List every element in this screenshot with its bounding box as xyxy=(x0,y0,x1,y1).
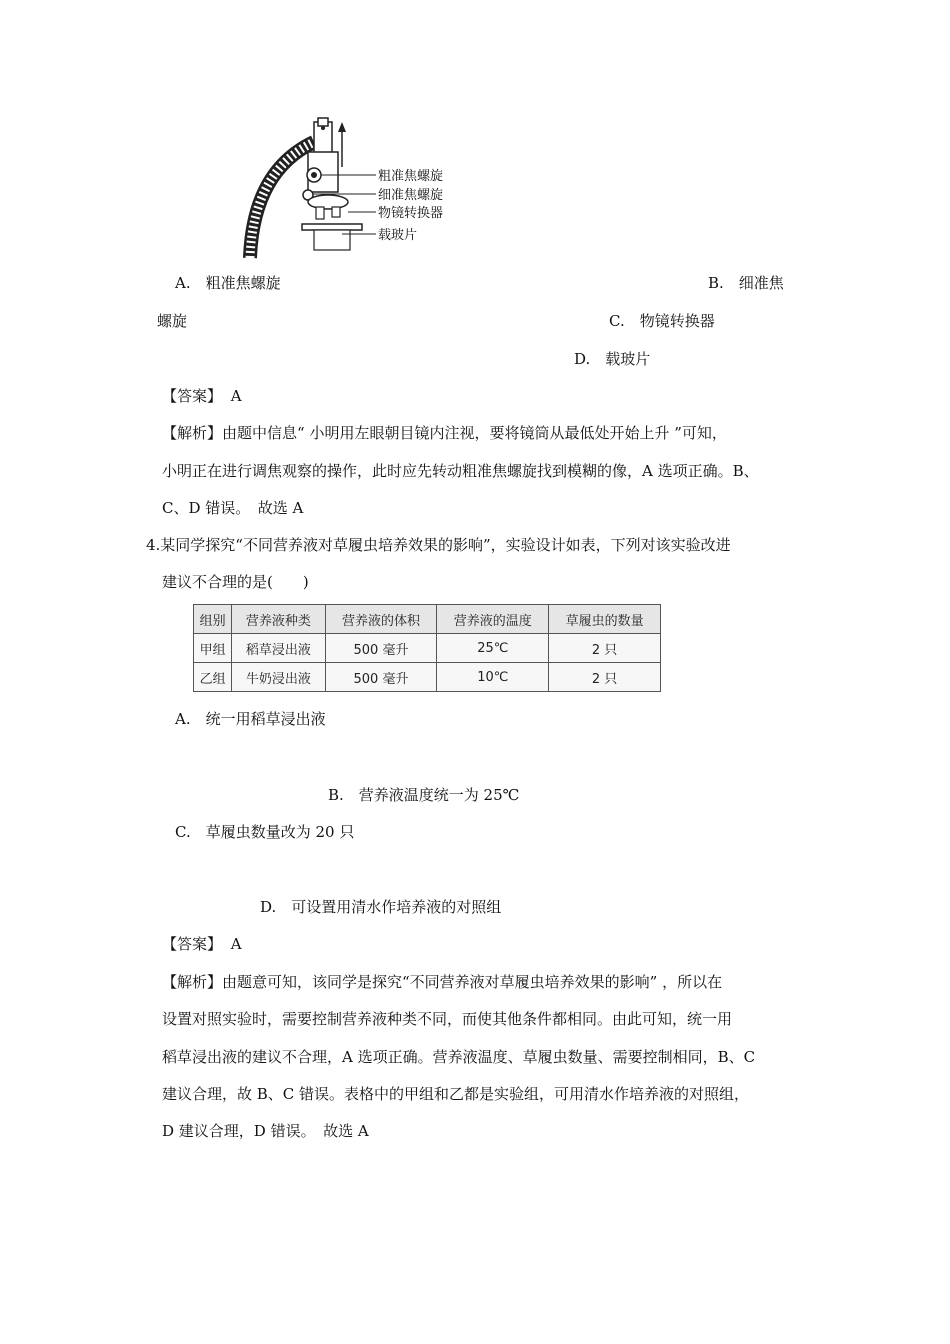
table-cell: 稻草浸出液 xyxy=(232,634,325,663)
q4-answer xyxy=(162,934,242,954)
q3-answer-tag: 【答案】 xyxy=(162,387,223,405)
experiment-table xyxy=(193,604,661,692)
table-row xyxy=(194,663,661,692)
q4-analysis-line-5: D 建议合理，D 错误。 故选 A xyxy=(162,1122,369,1140)
q4-option-a: A. 统一用稻草浸出液 xyxy=(175,710,326,728)
table-header: 草履虫的数量 xyxy=(549,605,661,634)
table-cell: 乙组 xyxy=(194,663,232,692)
q4-analysis-line-2: 设置对照实验时，需要控制营养液种类不同，而使其他条件都相同。由此可知，统一用 xyxy=(162,1010,733,1028)
q4-answer-tag: 【答案】 xyxy=(162,935,223,953)
label-slide: 载玻片 xyxy=(378,228,418,243)
q3-answer xyxy=(162,386,242,406)
table-cell: 2 只 xyxy=(549,634,661,663)
q3-analysis-line-1 xyxy=(162,423,727,443)
q4-analysis-line-4: 建议合理，故 B、C 错误。表格中的甲组和乙都是实验组，可用清水作培养液的对照组， xyxy=(162,1085,750,1103)
label-fine-focus: 细准焦螺旋 xyxy=(378,188,444,203)
table-header: 组别 xyxy=(194,605,232,634)
label-coarse-focus: 粗准焦螺旋 xyxy=(378,169,444,184)
table-cell: 10℃ xyxy=(437,663,549,692)
q4-analysis-text-1: 由题意可知，该同学是探究“不同营养液对草履虫培养效果的影响” ，所以在 xyxy=(222,973,723,991)
q4-stem-line-2: 建议不合理的是( ) xyxy=(162,573,309,591)
q3-analysis-text-1: 由题中信息“ 小明用左眼朝目镜内注视，要将镜筒从最低处开始上升 ”可知， xyxy=(222,424,727,442)
q4-stem-line-1: 4.某同学探究“不同营养液对草履虫培养效果的影响”，实验设计如表，下列对该实验改进 xyxy=(146,536,731,554)
q3-analysis-line-2: 小明正在进行调焦观察的操作，此时应先转动粗准焦螺旋找到模糊的像，A 选项正确。B、 xyxy=(162,462,759,480)
q3-option-a: A. 粗准焦螺旋 xyxy=(175,274,281,292)
q3-option-d: D. 载玻片 xyxy=(574,350,651,368)
q4-answer-value: A xyxy=(230,935,243,953)
label-nosepiece: 物镜转换器 xyxy=(378,206,444,221)
table-header: 营养液种类 xyxy=(232,605,325,634)
q4-analysis-line-3: 稻草浸出液的建议不合理，A 选项正确。营养液温度、草履虫数量、需要控制相同，B、C xyxy=(162,1048,756,1066)
q3-option-b-part1: B. 细准焦 xyxy=(708,274,784,292)
table-header: 营养液的体积 xyxy=(325,605,437,634)
q3-option-c: C. 物镜转换器 xyxy=(609,312,715,330)
table-header-row xyxy=(194,605,661,634)
table-cell: 500 毫升 xyxy=(325,634,437,663)
q4-option-b: B. 营养液温度统一为 25℃ xyxy=(328,786,520,804)
q3-analysis-tag: 【解析】 xyxy=(162,424,223,442)
microscope-figure xyxy=(242,112,462,260)
q4-analysis-line-1 xyxy=(162,972,722,992)
table-row xyxy=(194,634,661,663)
q3-option-b-part2: 螺旋 xyxy=(157,312,188,330)
q3-analysis-line-3: C、D 错误。 故选 A xyxy=(162,499,304,517)
table-cell: 500 毫升 xyxy=(325,663,437,692)
table-cell: 牛奶浸出液 xyxy=(232,663,325,692)
table-cell: 2 只 xyxy=(549,663,661,692)
q4-option-d: D. 可设置用清水作培养液的对照组 xyxy=(260,898,502,916)
q3-answer-value: A xyxy=(230,387,243,405)
q4-option-c: C. 草履虫数量改为 20 只 xyxy=(175,823,355,841)
table-cell: 25℃ xyxy=(437,634,549,663)
table-header: 营养液的温度 xyxy=(437,605,549,634)
q4-analysis-tag: 【解析】 xyxy=(162,973,223,991)
table-cell: 甲组 xyxy=(194,634,232,663)
